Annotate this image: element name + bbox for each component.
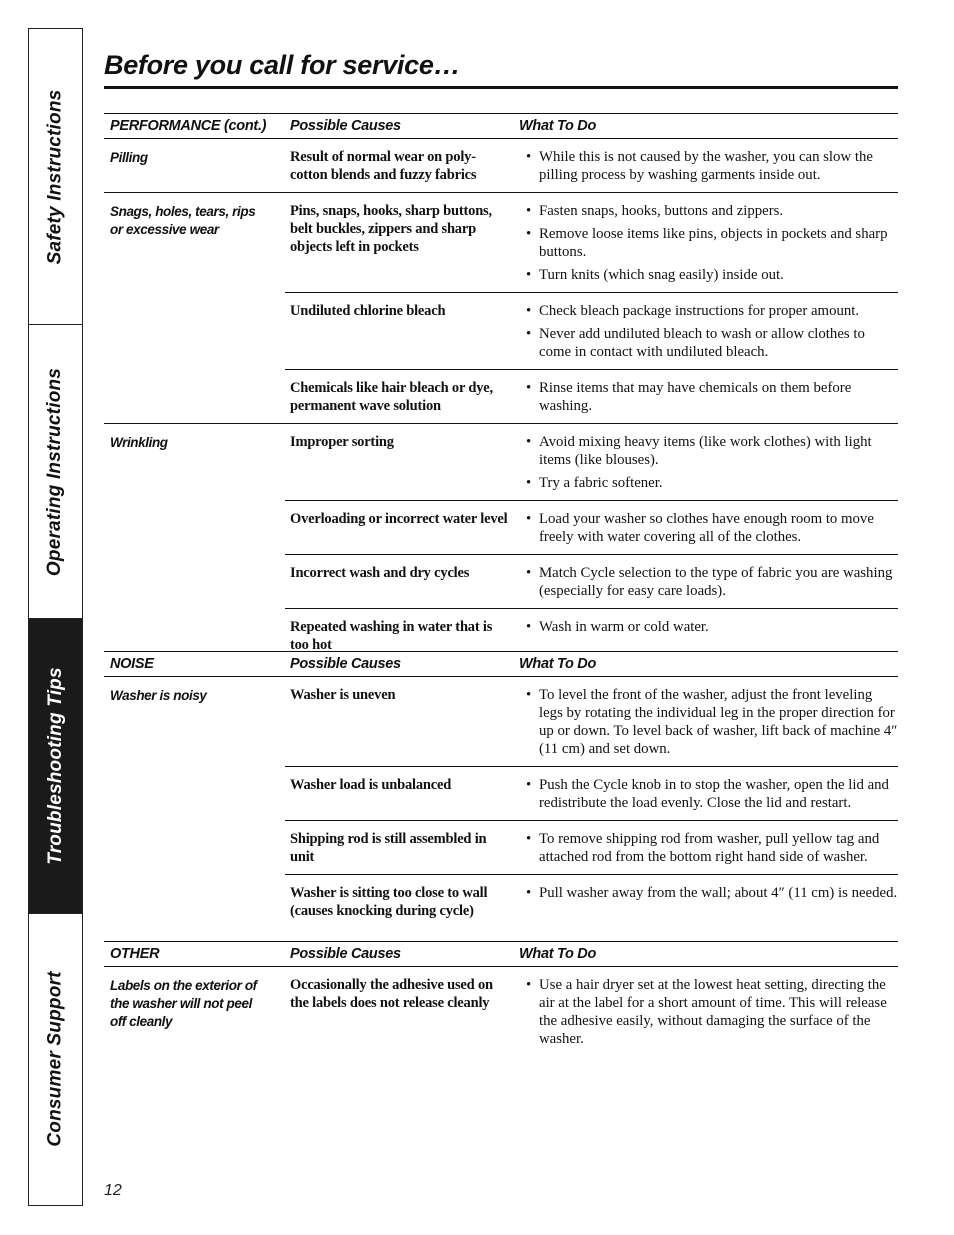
cause-row [285, 875, 898, 928]
todo-bullet-item: • To level the front of the washer, adjust the front leveling legs by rotating the individual leg in the proper direction for up or down. To level back of washer, lift back of machine 4″ (11 cm) and set down. [539, 686, 898, 758]
todo-bullet-item: • Pull washer away from the wall; about 4″ (11 cm) is needed. [539, 884, 898, 902]
cause-row [285, 555, 898, 609]
category-heading: NOISE [110, 656, 154, 672]
section-header [104, 113, 898, 139]
what-to-do [509, 370, 898, 423]
category-heading: OTHER [110, 946, 160, 962]
what-to-do [509, 293, 898, 369]
cause-row [285, 967, 898, 1056]
cause-row [285, 677, 898, 767]
todo-bullet-item: • Load your washer so clothes have enough room to move freely with water covering all of the clothes. [539, 510, 898, 546]
causes-list [285, 967, 898, 1056]
todo-bullet-item: • Remove loose items like pins, objects in pockets and sharp buttons. [539, 225, 898, 261]
category-heading: PERFORMANCE (cont.) [110, 118, 267, 134]
causes-list [285, 424, 898, 662]
tab-safety-instructions[interactable] [29, 29, 82, 325]
tab-label: Consumer Support [44, 971, 66, 1147]
todo-bullet-item: • Push the Cycle knob in to stop the washer, open the lid and redistribute the load evenly. Close the lid and restart. [539, 776, 898, 812]
what-to-do [509, 501, 898, 554]
cause-row [285, 821, 898, 875]
causes-list [285, 193, 898, 423]
problem-name: Washer is noisy [110, 688, 207, 703]
tab-troubleshooting-tips[interactable] [29, 619, 82, 914]
possible-cause: Incorrect wash and dry cycles [290, 565, 470, 581]
problem-block [104, 677, 898, 928]
what-to-do-heading: What To Do [519, 656, 596, 672]
todo-bullet-item: • Use a hair dryer set at the lowest heat setting, directing the air at the label for a short amount of time. This will release the adhesive easily, without damaging the surface of the washer. [539, 976, 898, 1048]
todo-bullet-item: • Rinse items that may have chemicals on them before washing. [539, 379, 898, 415]
what-to-do [509, 821, 898, 874]
todo-bullet-item: • Check bleach package instructions for proper amount. [539, 302, 898, 320]
todo-bullet-item: • Turn knits (which snag easily) inside out. [539, 266, 898, 284]
what-to-do [509, 875, 898, 928]
problem-name: Labels on the exterior of the washer will not peel off cleanly [110, 978, 257, 1029]
what-to-do [509, 193, 898, 292]
section-performance [104, 113, 898, 662]
section-noise [104, 651, 898, 928]
tab-label: Safety Instructions [44, 89, 66, 264]
cause-row [285, 293, 898, 370]
title-rule [104, 86, 898, 89]
what-to-do [509, 767, 898, 820]
possible-cause: Occasionally the adhesive used on the labels does not release cleanly [290, 977, 493, 1011]
problem-block [104, 139, 898, 193]
possible-cause: Pins, snaps, hooks, sharp buttons, belt buckles, zippers and sharp objects left in pockets [290, 203, 492, 255]
possible-cause: Washer is sitting too close to wall (causes knocking during cycle) [290, 885, 488, 919]
possible-cause: Undiluted chlorine bleach [290, 303, 446, 319]
what-to-do [509, 555, 898, 608]
possible-cause: Washer load is unbalanced [290, 777, 452, 793]
todo-bullet-item: • Never add undiluted bleach to wash or allow clothes to come in contact with undiluted bleach. [539, 325, 898, 361]
what-to-do [509, 967, 898, 1056]
problem-block [104, 967, 898, 1056]
section-header [104, 941, 898, 967]
possible-cause: Repeated washing in water that is too hot [290, 619, 493, 653]
problem-block [104, 193, 898, 424]
section-header [104, 651, 898, 677]
causes-list [285, 139, 898, 192]
side-tab-strip [28, 28, 83, 1206]
page-title: Before you call for service… [104, 50, 461, 80]
cause-row [285, 424, 898, 501]
problem-name: Pilling [110, 150, 148, 165]
section-other [104, 941, 898, 1056]
todo-bullet-item: • Fasten snaps, hooks, buttons and zippers. [539, 202, 898, 220]
todo-bullet-item: • While this is not caused by the washer, you can slow the pilling process by washing garments inside out. [539, 148, 898, 184]
what-to-do [509, 139, 898, 192]
problem-name: Snags, holes, tears, rips or excessive wear [110, 204, 256, 237]
causes-list [285, 677, 898, 928]
causes-heading: Possible Causes [290, 656, 401, 672]
what-to-do-heading: What To Do [519, 946, 596, 962]
cause-row [285, 501, 898, 555]
cause-row [285, 767, 898, 821]
possible-cause: Chemicals like hair bleach or dye, permanent wave solution [290, 380, 493, 414]
what-to-do-heading: What To Do [519, 118, 596, 134]
todo-bullet-item: • Try a fabric softener. [539, 474, 898, 492]
causes-heading: Possible Causes [290, 118, 401, 134]
todo-bullet-item: • Avoid mixing heavy items (like work clothes) with light items (like blouses). [539, 433, 898, 469]
cause-row [285, 193, 898, 293]
problem-block [104, 424, 898, 662]
problem-name: Wrinkling [110, 435, 168, 450]
todo-bullet-item: • Wash in warm or cold water. [539, 618, 898, 636]
what-to-do [509, 677, 898, 766]
what-to-do [509, 424, 898, 500]
page-number: 12 [104, 1182, 122, 1199]
possible-cause: Improper sorting [290, 434, 394, 450]
causes-heading: Possible Causes [290, 946, 401, 962]
tab-label: Troubleshooting Tips [44, 667, 66, 865]
possible-cause: Washer is uneven [290, 687, 396, 703]
possible-cause: Result of normal wear on poly-cotton blends and fuzzy fabrics [290, 149, 477, 183]
possible-cause: Overloading or incorrect water level [290, 511, 508, 527]
tab-operating-instructions[interactable] [29, 325, 82, 619]
cause-row [285, 139, 898, 192]
tab-consumer-support[interactable] [29, 914, 82, 1204]
cause-row [285, 370, 898, 423]
todo-bullet-item: • To remove shipping rod from washer, pull yellow tag and attached rod from the bottom right hand side of washer. [539, 830, 898, 866]
possible-cause: Shipping rod is still assembled in unit [290, 831, 487, 865]
tab-label: Operating Instructions [44, 367, 66, 576]
todo-bullet-item: • Match Cycle selection to the type of fabric you are washing (especially for easy care loads). [539, 564, 898, 600]
